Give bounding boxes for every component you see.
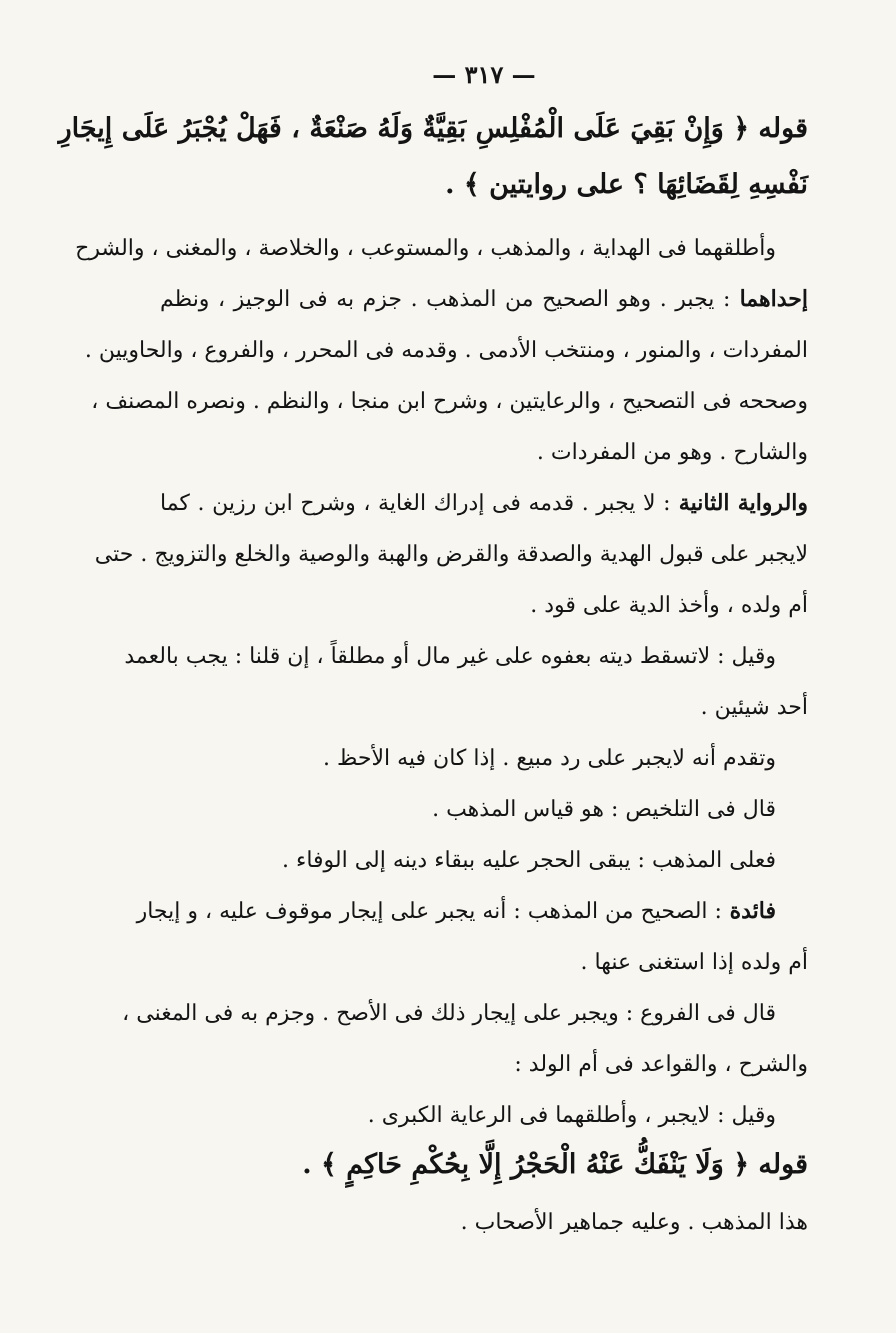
line-text: وقيل : لاتسقط ديته بعفوه على غير مال أو مطلقاً ، إن قلنا : يجب بالعمد: [124, 644, 776, 669]
text-line: [75, 233, 808, 264]
line-lead: قوله: [749, 113, 808, 144]
line-lead: والرواية الثانية: [670, 490, 809, 516]
text-line: [160, 845, 808, 876]
text-line: [160, 1207, 808, 1238]
text-line: [122, 998, 808, 1029]
text-line: [160, 794, 808, 825]
line-text: وصححه فى التصحيح ، والرعايتين ، وشرح ابن منجا ، والنظم . ونصره المصنف ،: [91, 389, 808, 414]
text-line: [160, 488, 808, 519]
page-number: — ٣١٧ —: [432, 60, 536, 89]
text-line: [160, 1143, 808, 1187]
line-text: والشرح ، والقواعد فى أم الولد :: [514, 1052, 808, 1077]
text-line: [160, 284, 808, 315]
line-text: المفردات ، والمنور ، ومنتخب الأدمى . وقدمه فى المحرر ، والفروع ، والحاويين .: [84, 338, 808, 363]
text-line: [160, 590, 808, 621]
text-line: [58, 107, 808, 151]
line-text: هذا المذهب . وعليه جماهير الأصحاب .: [460, 1210, 808, 1235]
line-text: أم ولده ، وأخذ الدية على قود .: [530, 593, 808, 618]
text-line: [160, 1049, 808, 1080]
line-lead: قوله: [749, 1149, 808, 1180]
line-lead: إحداهما: [730, 286, 808, 312]
line-text: قال فى التلخيص : هو قياس المذهب .: [432, 797, 776, 822]
line-text: فعلى المذهب : يبقى الحجر عليه ببقاء دينه إلى الوفاء .: [282, 848, 776, 873]
line-text: : لا يجبر . قدمه فى إدراك الغاية ، وشرح ابن رزين . كما: [160, 491, 671, 516]
text-line: [160, 692, 808, 723]
line-text: لايجبر على قبول الهدية والصدقة والقرض والهبة والوصية والخلع والتزويج . حتى: [94, 542, 808, 567]
line-text: قال فى الفروع : ويجبر على إيجار ذلك فى الأصح . وجزم به فى المغنى ،: [122, 1001, 776, 1026]
line-text: والشارح . وهو من المفردات .: [536, 440, 808, 465]
line-text: ﴿ وَلَا يَنْفَكُّ عَنْهُ الْحَجْرُ إِلَّا بِحُكْمِ حَاكِمٍ ﴾ .: [302, 1149, 750, 1180]
text-line: [136, 896, 808, 927]
text-line: [160, 1100, 808, 1131]
line-lead: فائدة: [721, 898, 776, 924]
line-text: نَفْسِهِ لِقَضَائِهَا ؟ على روايتين ﴾ .: [445, 169, 808, 200]
text-line: [160, 743, 808, 774]
text-line: [160, 163, 808, 207]
text-line: [124, 641, 808, 672]
line-text: : الصحيح من المذهب : أنه يجبر على إيجار موقوف عليه ، و إيجار: [136, 899, 722, 924]
text-line: [91, 386, 808, 417]
text-line: [160, 947, 808, 978]
text-line: [94, 539, 808, 570]
line-text: ﴿ وَإِنْ بَقِيَ عَلَى الْمُفْلِسِ بَقِيَّةٌ وَلَهُ صَنْعَةٌ ، فَهَلْ يُجْبَرُ عَلَى إِيجَارِ: [58, 113, 750, 144]
line-text: وتقدم أنه لايجبر على رد مبيع . إذا كان فيه الأحظ .: [322, 746, 776, 771]
line-text: : يجبر . وهو الصحيح من المذهب . جزم به فى الوجيز ، ونظم: [160, 287, 731, 312]
text-line: [84, 335, 808, 366]
line-text: أحد شيئين .: [700, 695, 808, 720]
line-text: أم ولده إذا استغنى عنها .: [580, 950, 808, 975]
line-text: وقيل : لايجبر ، وأطلقهما فى الرعاية الكبرى .: [367, 1103, 776, 1128]
text-line: [160, 437, 808, 468]
line-text: وأطلقهما فى الهداية ، والمذهب ، والمستوعب ، والخلاصة ، والمغنى ، والشرح: [75, 236, 776, 261]
